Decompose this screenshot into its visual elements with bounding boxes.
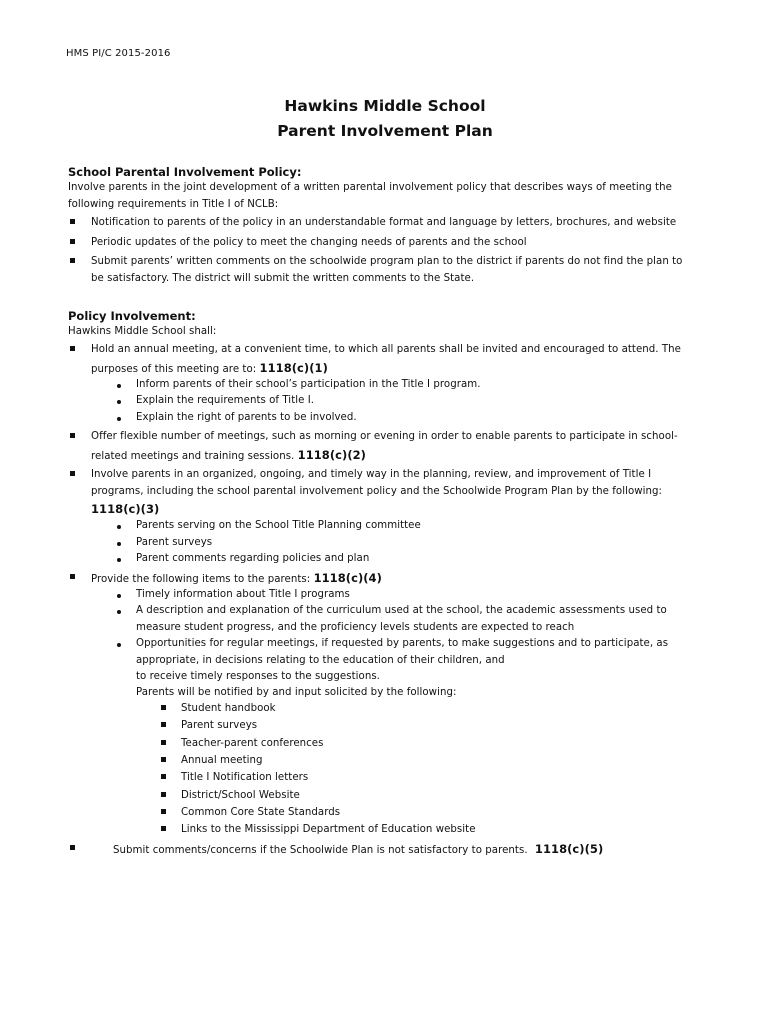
section1-intro-line1: Involve parents in the joint development of a written parental involvement policy that describes ways of meeting the: [68, 182, 672, 193]
item4-sub2-line2: measure student progress, and the proficiency levels students are expected to reach: [136, 622, 575, 633]
section2-intro: Hawkins Middle School shall:: [68, 326, 217, 337]
item1-text: purposes of this meeting are to:: [91, 364, 257, 375]
nested-item-student-handbook: Student handbook: [181, 703, 276, 714]
item3-sub3: Parent comments regarding policies and plan: [136, 553, 370, 564]
square-bullet-icon: [70, 239, 75, 244]
plan-title: Parent Involvement Plan: [277, 122, 493, 140]
section1-bullet-notification: Notification to parents of the policy in an understandable format and language by letters, brochures, and website: [91, 217, 677, 228]
square-bullet-icon: [161, 809, 166, 814]
square-bullet-icon: [161, 826, 166, 831]
item3-code: 1118(c)(3): [91, 502, 160, 516]
nested-item-mde-links: Links to the Mississippi Department of Education website: [181, 824, 476, 835]
section1-intro-line2: following requirements in Title I of NCLB:: [68, 199, 279, 210]
item3-sub2: Parent surveys: [136, 537, 213, 548]
square-bullet-icon: [161, 774, 166, 779]
square-bullet-icon: [70, 346, 75, 351]
round-bullet-icon: [117, 542, 121, 546]
item3-sub1: Parents serving on the School Title Planning committee: [136, 520, 421, 531]
nested-item-website: District/School Website: [181, 790, 300, 801]
item1-line1: Hold an annual meeting, at a convenient time, to which all parents shall be invited and encouraged to attend. The: [91, 344, 681, 355]
section1-bullet-updates: Periodic updates of the policy to meet the changing needs of parents and the school: [91, 237, 527, 248]
square-bullet-icon: [70, 219, 75, 224]
round-bullet-icon: [117, 400, 121, 404]
section-heading-policy-involvement: Policy Involvement:: [68, 309, 196, 323]
document-code: HMS PI/C 2015-2016: [66, 48, 171, 59]
school-title: Hawkins Middle School: [284, 97, 486, 115]
square-bullet-icon: [161, 740, 166, 745]
square-bullet-icon: [70, 258, 75, 263]
item2-code: 1118(c)(2): [297, 448, 366, 462]
round-bullet-icon: [117, 417, 121, 421]
item4-line1: [91, 571, 382, 585]
square-bullet-icon: [70, 433, 75, 438]
round-bullet-icon: [117, 558, 121, 562]
nested-item-common-core: Common Core State Standards: [181, 807, 341, 818]
item4-sub3-line4: Parents will be notified by and input solicited by the following:: [136, 687, 457, 698]
square-bullet-icon: [161, 792, 166, 797]
item3-line2: programs, including the school parental involvement policy and the Schoolwide Program Plan by the following:: [91, 486, 663, 497]
item2-text: related meetings and training sessions.: [91, 451, 295, 462]
square-bullet-icon: [70, 574, 75, 579]
item5-line: [113, 842, 603, 856]
item2-line1: Offer flexible number of meetings, such as morning or evening in order to enable parents to participate in school-: [91, 431, 678, 442]
item1-code: 1118(c)(1): [259, 361, 328, 375]
round-bullet-icon: [117, 643, 121, 647]
item1-sub1: Inform parents of their school’s participation in the Title I program.: [136, 379, 481, 390]
item2-line2: [91, 448, 366, 462]
nested-item-conferences: Teacher-parent conferences: [181, 738, 324, 749]
round-bullet-icon: [117, 384, 121, 388]
section1-bullet-submit-line1: Submit parents’ written comments on the schoolwide program plan to the district if parents do not find the plan to: [91, 256, 683, 267]
nested-item-parent-surveys: Parent surveys: [181, 720, 258, 731]
item4-sub1: Timely information about Title I programs: [136, 589, 350, 600]
square-bullet-icon: [70, 845, 75, 850]
square-bullet-icon: [161, 722, 166, 727]
item4-sub3-line1: Opportunities for regular meetings, if requested by parents, to make suggestions and to participate, as: [136, 638, 669, 649]
item1-sub3: Explain the right of parents to be involved.: [136, 412, 357, 423]
round-bullet-icon: [117, 610, 121, 614]
square-bullet-icon: [161, 705, 166, 710]
item5-code: 1118(c)(5): [534, 842, 604, 856]
nested-item-annual-meeting: Annual meeting: [181, 755, 263, 766]
item1-sub2: Explain the requirements of Title I.: [136, 395, 315, 406]
nested-item-notification-letters: Title I Notification letters: [181, 772, 309, 783]
item4-text: Provide the following items to the parents:: [91, 574, 311, 585]
round-bullet-icon: [117, 525, 121, 529]
section-heading-parental-policy: School Parental Involvement Policy:: [68, 165, 302, 179]
square-bullet-icon: [70, 471, 75, 476]
item5-text: Submit comments/concerns if the Schoolwide Plan is not satisfactory to parents.: [113, 845, 528, 856]
item4-sub3-line2: appropriate, in decisions relating to the education of their children, and: [136, 655, 505, 666]
item3-line1: Involve parents in an organized, ongoing, and timely way in the planning, review, and improvement of Title I: [91, 469, 652, 480]
round-bullet-icon: [117, 594, 121, 598]
square-bullet-icon: [161, 757, 166, 762]
item1-line2: [91, 361, 328, 375]
item4-code: 1118(c)(4): [313, 571, 382, 585]
item4-sub2-line1: A description and explanation of the curriculum used at the school, the academic assessments used to: [136, 605, 667, 616]
item4-sub3-line3: to receive timely responses to the suggestions.: [136, 671, 380, 682]
section1-bullet-submit-line2: be satisfactory. The district will submit the written comments to the State.: [91, 273, 475, 284]
